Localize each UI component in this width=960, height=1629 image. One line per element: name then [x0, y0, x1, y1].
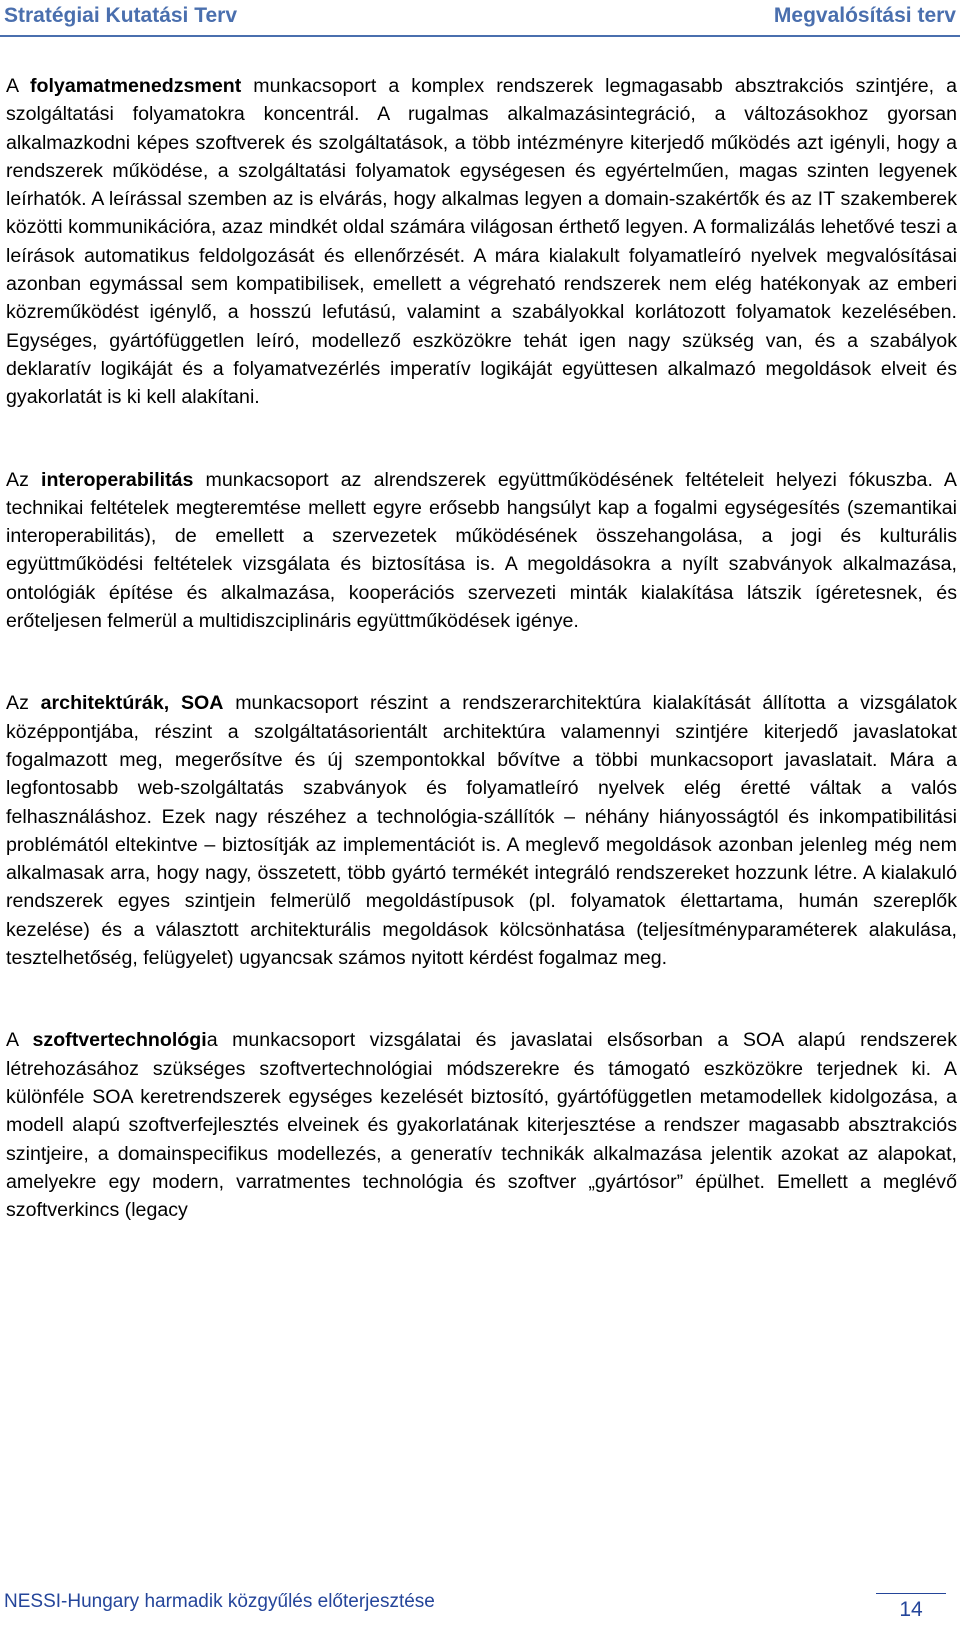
- header-document-title: Stratégiai Kutatási Terv: [4, 4, 238, 27]
- paragraph-text: munkacsoport az alrendszerek együttműködésének feltételeit helyezi fókuszba. A technikai feltételek megteremtése mellett egyre erősebb hangsúlyt kap a fogalmi egységesítés (szemantikai interoperabilitás), de emellett a szervezetek működésének összehangolása, a jogi és kulturális együttműködési feltételek vizsgálata és biztosítása is. A megoldásokra a nyílt szabványok alkalmazása, ontológiák építése és alkalmazása, kooperációs szervezeti minták kialakítása látszik ígéretesnek, és erőteljesen felmerül a multidiszciplináris együttműködések igénye.: [6, 468, 958, 633]
- paragraph-keyword: architektúrák, SOA: [40, 692, 224, 715]
- paragraph-software-technology: [6, 1026, 957, 1224]
- header-divider: [0, 35, 960, 37]
- footer-title: NESSI-Hungary harmadik közgyűlés előterjesztése: [4, 1591, 435, 1612]
- paragraph-text: munkacsoport részint a rendszerarchitektúra kialakítását állította a vizsgálatok középpontjába, részint a szolgáltatásorientált architektúra valamennyi szintjére kiterjedő javaslatokat fogalmazott meg, megerősítve és új szempontokkal bővítve a többi munkacsoport javaslatait. Mára a legfontosabb web-szolgáltatás szabványok és folyamatleíró nyelvek elég éretté váltak a valós felhasználáshoz. Ezek nagy részéhez a technológia-szállítók – néhány hiányosságtól és inkompatibilitási problémától eltekintve – biztosítják az implementációt is. A meglevő megoldások azonban jelenleg még nem alkalmasak arra, hogy nagy, összetett, több gyártó termékét integráló rendszereket hozzunk létre. A kialakuló rendszerek egyes szintjein felmerülő megoldástípusok (pl. folyamatok élettartama, humán szereplők kezelése) és a választott architekturális megoldások kölcsönhatása (teljesítményparaméterek alakulása, tesztelhetőség, felügyelet) ugyancsak számos nyitott kérdést fogalmaz meg.: [6, 692, 957, 970]
- page-number: 14: [899, 1598, 923, 1621]
- paragraph-lead: Az: [6, 692, 41, 715]
- paragraph-text: a munkacsoport vizsgálatai és javaslatai elsősorban a SOA alapú rendszerek létrehozásához szükséges szoftvertechnológiai módszerekre és támogató eszközökre terjednek ki. A különféle SOA keretrendszerek egységes kezelését biztosító, gyártófüggetlen metamodellek kidolgozása, a modell alapú szoftverfejlesztés elveinek és gyakorlatának kiterjesztése a rendszer magasabb absztrakciós szintjeire, a domainspecifikus modellezés, a generatív technikák alkalmazása jelentik azokat az alapokat, amelyekre egy modern, varratmentes technológia és szoftver „gyártósor” épülhet. Emellett a meglévő szoftverkincs (legacy: [6, 1029, 957, 1222]
- paragraph-lead: A: [6, 1029, 33, 1052]
- document-body: [6, 72, 957, 1224]
- paragraph-architectures-soa: [6, 689, 957, 972]
- paragraph-interoperability: [6, 466, 957, 636]
- page-footer: [0, 1585, 960, 1629]
- page-header: [0, 0, 960, 38]
- page-number-rule: [876, 1593, 946, 1594]
- header-section-title: Megvalósítási terv: [773, 4, 956, 27]
- paragraph-process-management: [6, 72, 957, 412]
- paragraph-keyword: szoftvertechnológi: [32, 1029, 207, 1052]
- paragraph-keyword: folyamatmenedzsment: [30, 75, 242, 97]
- paragraph-keyword: interoperabilitás: [41, 468, 194, 491]
- paragraph-lead: Az: [6, 468, 41, 491]
- paragraph-lead: A: [6, 75, 30, 97]
- paragraph-text: munkacsoport a komplex rendszerek legmagasabb absztrakciós szintjére, a szolgáltatási folyamatokra koncentrál. A rugalmas alkalmazásintegráció, a változásokhoz gyorsan alkalmazkodni képes szoftverek és szolgáltatások, a több intézményre kiterjedő működés azt igényli, hogy a rendszerek működése, a szolgáltatási folyamatok egységesen és egyértelműen, magas szinten legyenek leírhatók. A leírással szemben az is elvárás, hogy alkalmas legyen a domain-szakértők és az IT szakemberek közötti kommunikációra, azaz mindkét oldal számára világosan érthető legyen. A formalizálás lehetővé teszi a leírások automatikus feldolgozását és ellenőrzését. A mára kialakult folyamatleíró nyelvek megvalósításai azonban egymással sem kompatibilisek, emellett a végreható rendszerek nem elég hatékonyak az emberi közreműködést igénylő, a hosszú lefutású, valamint a szabályokkal korlátozott folyamatok kezelésében. Egységes, gyártófüggetlen leíró, modellező eszközökre tehát igen nagy szükség van, és a szabályok deklaratív logikáját és a folyamatvezérlés imperatív logikáját együttesen alkalmazó megoldások elveit és gyakorlatát is ki kell alakítani.: [6, 75, 957, 409]
